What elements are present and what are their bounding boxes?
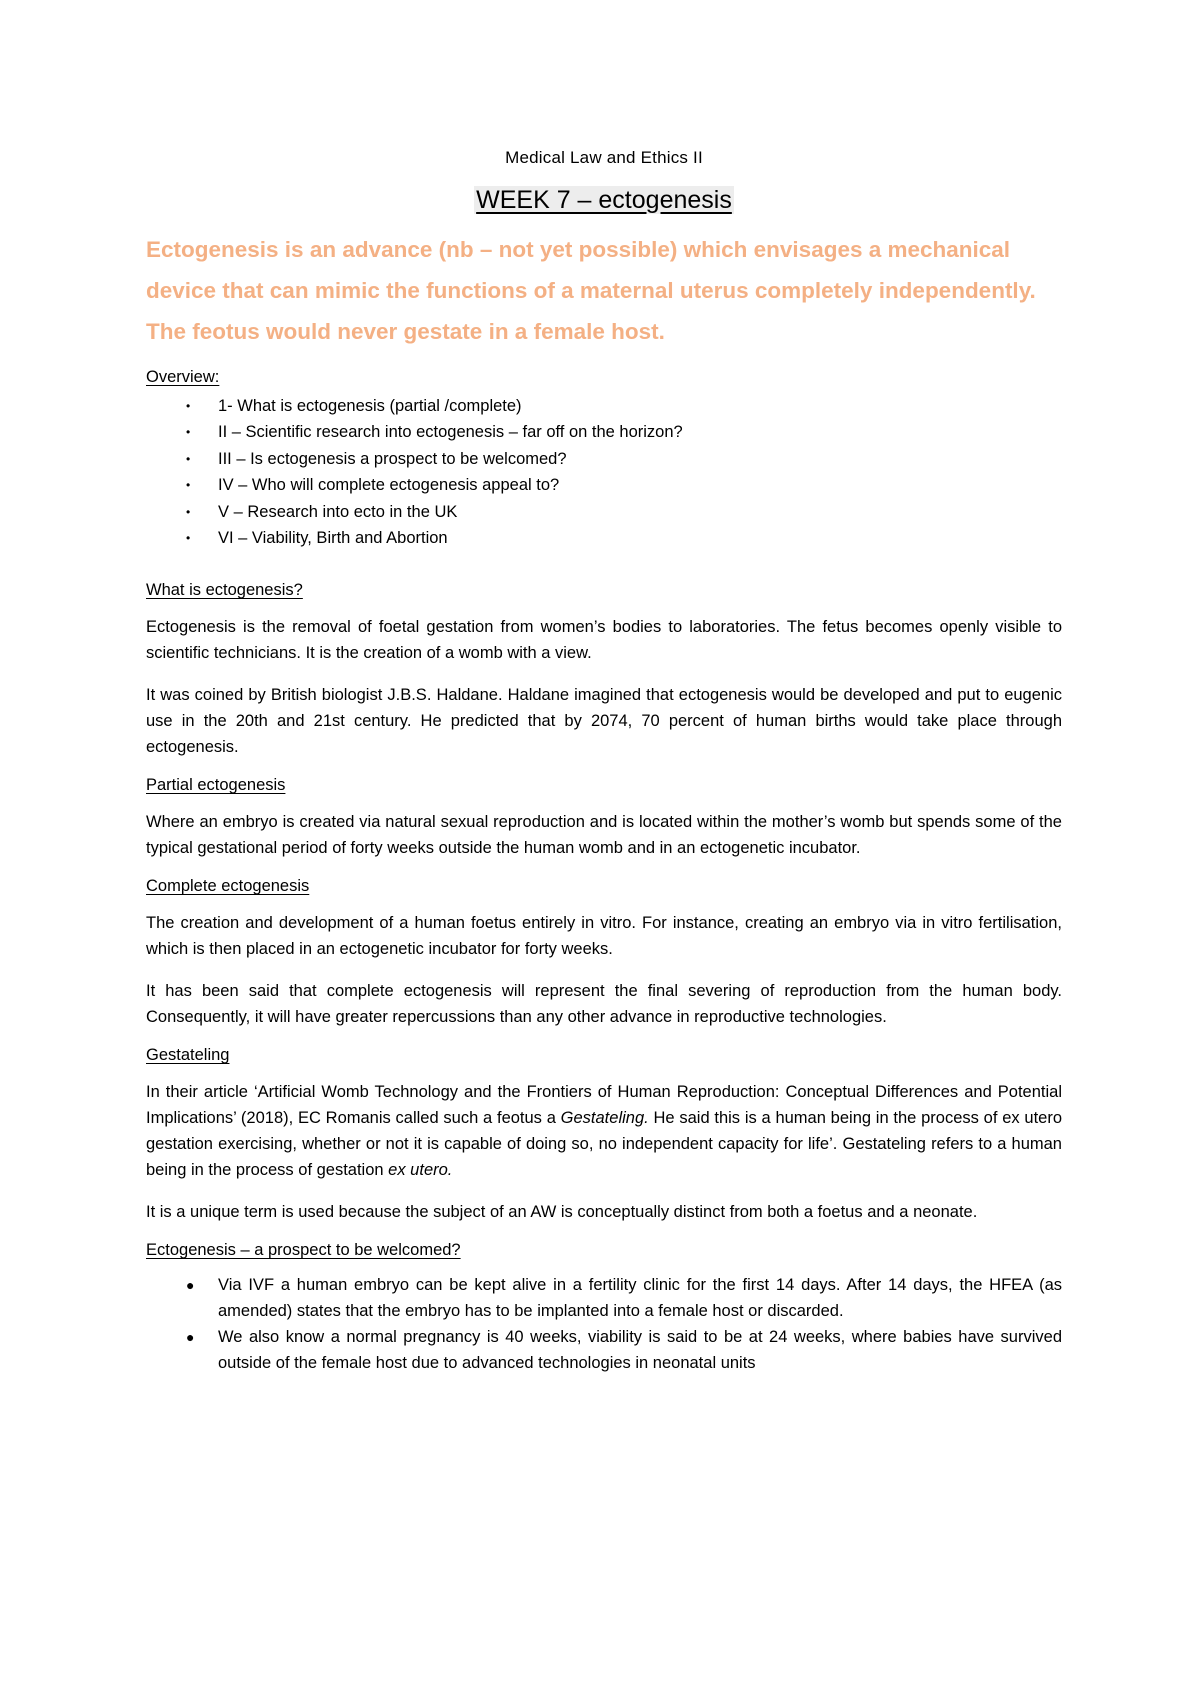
overview-list (186, 393, 1062, 551)
welcomed-heading: Ectogenesis – a prospect to be welcomed? (146, 1241, 461, 1260)
overview-item: • 1- What is ectogenesis (partial /complete) (186, 393, 1062, 419)
complete-paragraph-2: It has been said that complete ectogenesis will represent the final severing of reproduction from the human body. Consequently, it will have greater repercussions than any other advance in reproductive technologies. (146, 982, 1062, 1027)
partial-paragraph: Where an embryo is created via natural sexual reproduction and is located within the mother’s womb but spends some of the typical gestational period of forty weeks outside the human womb and in an ectogenetic incubator. (146, 813, 1062, 858)
course-title: Medical Law and Ethics II (505, 148, 703, 167)
welcomed-item: ● We also know a normal pregnancy is 40 weeks, viability is said to be at 24 weeks, where babies have survived outside of the female host due to advanced technologies in neonatal units (186, 1324, 1062, 1376)
intro-paragraph: Ectogenesis is an advance (nb – not yet possible) which envisages a mechanical device that can mimic the functions of a maternal uterus completely independently. The feotus would never gestate in a female host. (146, 237, 1036, 344)
week-title (146, 186, 1062, 215)
bullet-icon: • (186, 451, 191, 466)
week-title-text: WEEK 7 – ectogenesis (476, 186, 732, 214)
overview-item: • VI – Viability, Birth and Abortion (186, 525, 1062, 551)
bullet-icon: • (186, 504, 191, 519)
overview-item: • II – Scientific research into ectogenesis – far off on the horizon? (186, 419, 1062, 445)
overview-item: • III – Is ectogenesis a prospect to be welcomed? (186, 446, 1062, 472)
what-heading: What is ectogenesis? (146, 581, 303, 600)
gestateling-heading: Gestateling (146, 1046, 230, 1065)
what-paragraph-2: It was coined by British biologist J.B.S. Haldane. Haldane imagined that ectogenesis would be developed and put to eugenic use in the 20th and 21st century. He predicted that by 2074, 70 percent of human births would take place through ectogenesis. (146, 686, 1062, 757)
bullet-icon: • (186, 531, 191, 546)
bullet-icon: ● (186, 1329, 195, 1346)
complete-heading: Complete ectogenesis (146, 877, 310, 896)
bullet-icon: ● (186, 1277, 195, 1294)
what-paragraph-1: Ectogenesis is the removal of foetal gestation from women’s bodies to laboratories. The fetus becomes openly visible to scientific technicians. It is the creation of a womb with a view. (146, 618, 1062, 663)
partial-heading: Partial ectogenesis (146, 776, 286, 795)
gestateling-paragraph-2: It is a unique term is used because the subject of an AW is conceptually distinct from both a foetus and a neonate. (146, 1203, 978, 1222)
overview-item: • V – Research into ecto in the UK (186, 499, 1062, 525)
bullet-icon: • (186, 399, 191, 413)
welcomed-item: ● Via IVF a human embryo can be kept alive in a fertility clinic for the first 14 days. After 14 days, the HFEA (as amended) states that the embryo has to be implanted into a female host or discarded. (186, 1272, 1062, 1324)
gestateling-paragraph-1: In their article ‘Artificial Womb Technology and the Frontiers of Human Reproduction: Conceptual Differences and Potential Implications’ (2018), EC Romanis called such a feotus a Gestateling. He said this is a human being in the process of ex utero gestation exercising, whether or not it is capable of doing so, no independent capacity for life’. Gestateling refers to a human being in the process of gestation ex utero. (146, 1083, 1062, 1180)
overview-heading: Overview: (146, 368, 220, 386)
bullet-icon: • (186, 478, 191, 493)
overview-item: • IV – Who will complete ectogenesis appeal to? (186, 472, 1062, 498)
welcomed-list (186, 1272, 1062, 1376)
bullet-icon: • (186, 425, 191, 440)
complete-paragraph-1: The creation and development of a human foetus entirely in vitro. For instance, creating an embryo via in vitro fertilisation, which is then placed in an ectogenetic incubator for forty weeks. (146, 914, 1062, 959)
